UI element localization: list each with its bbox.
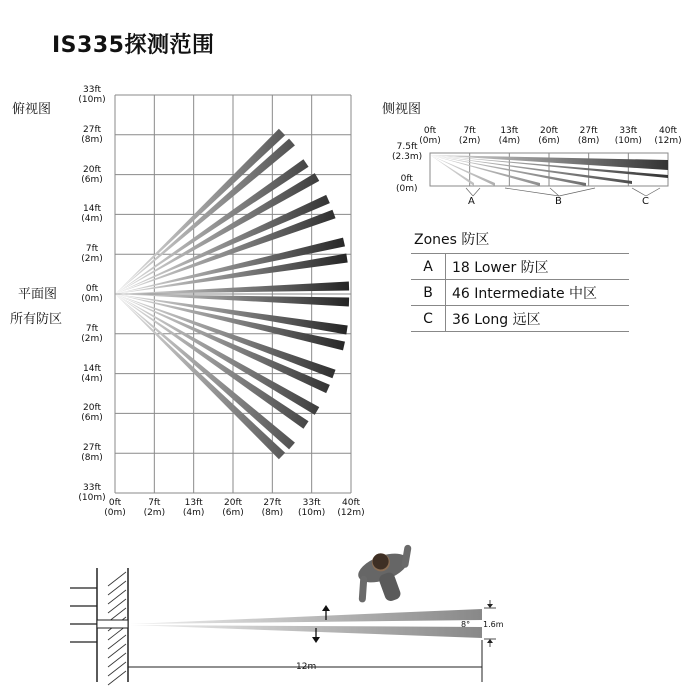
side-beam	[430, 155, 474, 186]
wall-hatch	[108, 581, 126, 595]
detection-beam	[115, 294, 349, 306]
side-y-bottom-text: 0ft (0m)	[396, 174, 418, 194]
side-view-y-top-label	[392, 142, 422, 162]
wall-hatch	[108, 572, 126, 586]
top-y-tick-label: 14ft (4m)	[81, 363, 103, 384]
install-beam	[130, 609, 482, 624]
top-view-grid	[115, 95, 351, 493]
top-x-tick-label: 20ft (6m)	[222, 498, 244, 518]
top-y-tick-label: 20ft (6m)	[81, 164, 103, 185]
top-y-tick-label: 33ft (10m)	[78, 483, 106, 503]
top-x-tick-label: 33ft (10m)	[298, 498, 326, 518]
zones-table	[411, 253, 629, 332]
zones-header: Zones 防区	[414, 232, 490, 248]
side-x-tick-label: 33ft (10m)	[614, 126, 642, 146]
zone-desc: 18 Lower 防区	[446, 254, 630, 280]
zone-key: C	[411, 306, 446, 332]
side-x-tick-label: 0ft (0m)	[419, 126, 441, 146]
move-arrowhead	[312, 637, 320, 643]
side-view-label: 侧视图	[382, 102, 422, 117]
top-y-tick-label: 0ft (0m)	[81, 284, 103, 304]
detection-beam	[115, 282, 349, 294]
zone-desc: 46 Intermediate 中区	[446, 280, 630, 306]
height-label: 1.6m	[483, 620, 504, 629]
wall-hatch	[108, 635, 126, 649]
zone-key: B	[411, 280, 446, 306]
sensor-body	[97, 620, 128, 628]
wall-hatch	[108, 644, 126, 658]
top-y-tick-label: 7ft (2m)	[81, 323, 103, 344]
install-beam	[130, 625, 482, 638]
side-y-top-text: 7.5ft (2.3m)	[392, 142, 423, 162]
side-x-tick-label: 7ft (2m)	[458, 126, 481, 146]
zone-key: A	[411, 254, 446, 280]
marker-line	[473, 188, 480, 196]
person-arm	[356, 579, 370, 599]
dim-arrowhead	[487, 639, 493, 643]
distance-label: 12m	[296, 662, 317, 672]
move-arrowhead	[322, 605, 330, 611]
top-x-tick-label: 13ft (4m)	[182, 498, 205, 518]
wall-hatch	[108, 653, 126, 667]
top-y-tick-label: 27ft (8m)	[81, 443, 103, 464]
top-y-tick-label: 14ft (4m)	[81, 204, 103, 225]
side-view-y-bottom-label	[396, 174, 418, 194]
marker-line	[646, 188, 660, 196]
zone-desc: 36 Long 远区	[446, 306, 630, 332]
side-x-tick-label: 27ft (8m)	[577, 126, 600, 146]
side-x-tick-label: 20ft (6m)	[538, 126, 560, 146]
top-x-tick-label: 40ft (12m)	[337, 498, 365, 518]
bottom-install-diagram	[70, 544, 496, 685]
top-x-tick-label: 0ft (0m)	[104, 498, 126, 518]
top-y-tick-label: 7ft (2m)	[81, 244, 103, 265]
top-view-label: 俯视图	[12, 102, 52, 117]
side-x-tick-label: 13ft (4m)	[498, 126, 521, 146]
zone-row	[411, 254, 629, 280]
top-y-tick-label: 27ft (8m)	[81, 124, 103, 145]
wall-hatch	[108, 599, 126, 613]
marker-line	[559, 188, 595, 196]
marker-line	[632, 188, 646, 196]
marker-a: A	[468, 196, 475, 207]
top-y-tick-label: 33ft (10m)	[78, 85, 106, 105]
plan-view-label: 平面图	[18, 287, 58, 302]
zone-row	[411, 280, 629, 306]
marker-b: B	[555, 196, 562, 207]
marker-c: C	[642, 196, 649, 207]
side-x-tick-label: 40ft (12m)	[654, 126, 682, 146]
all-zones-label: 所有防区	[10, 312, 63, 327]
dim-arrowhead	[487, 604, 493, 608]
page-title: IS335探测范围	[52, 33, 215, 58]
zone-row	[411, 306, 629, 332]
top-y-tick-label: 20ft (6m)	[81, 403, 103, 424]
wall-hatch	[108, 590, 126, 604]
top-x-tick-label: 7ft (2m)	[143, 498, 166, 518]
wall-hatch	[108, 662, 126, 676]
person-body	[378, 571, 403, 603]
intruder-figure	[350, 544, 423, 611]
angle-label: 8°	[461, 620, 471, 629]
wall-hatch	[108, 671, 126, 685]
top-x-tick-label: 27ft (8m)	[261, 498, 284, 518]
marker-line	[466, 188, 473, 196]
